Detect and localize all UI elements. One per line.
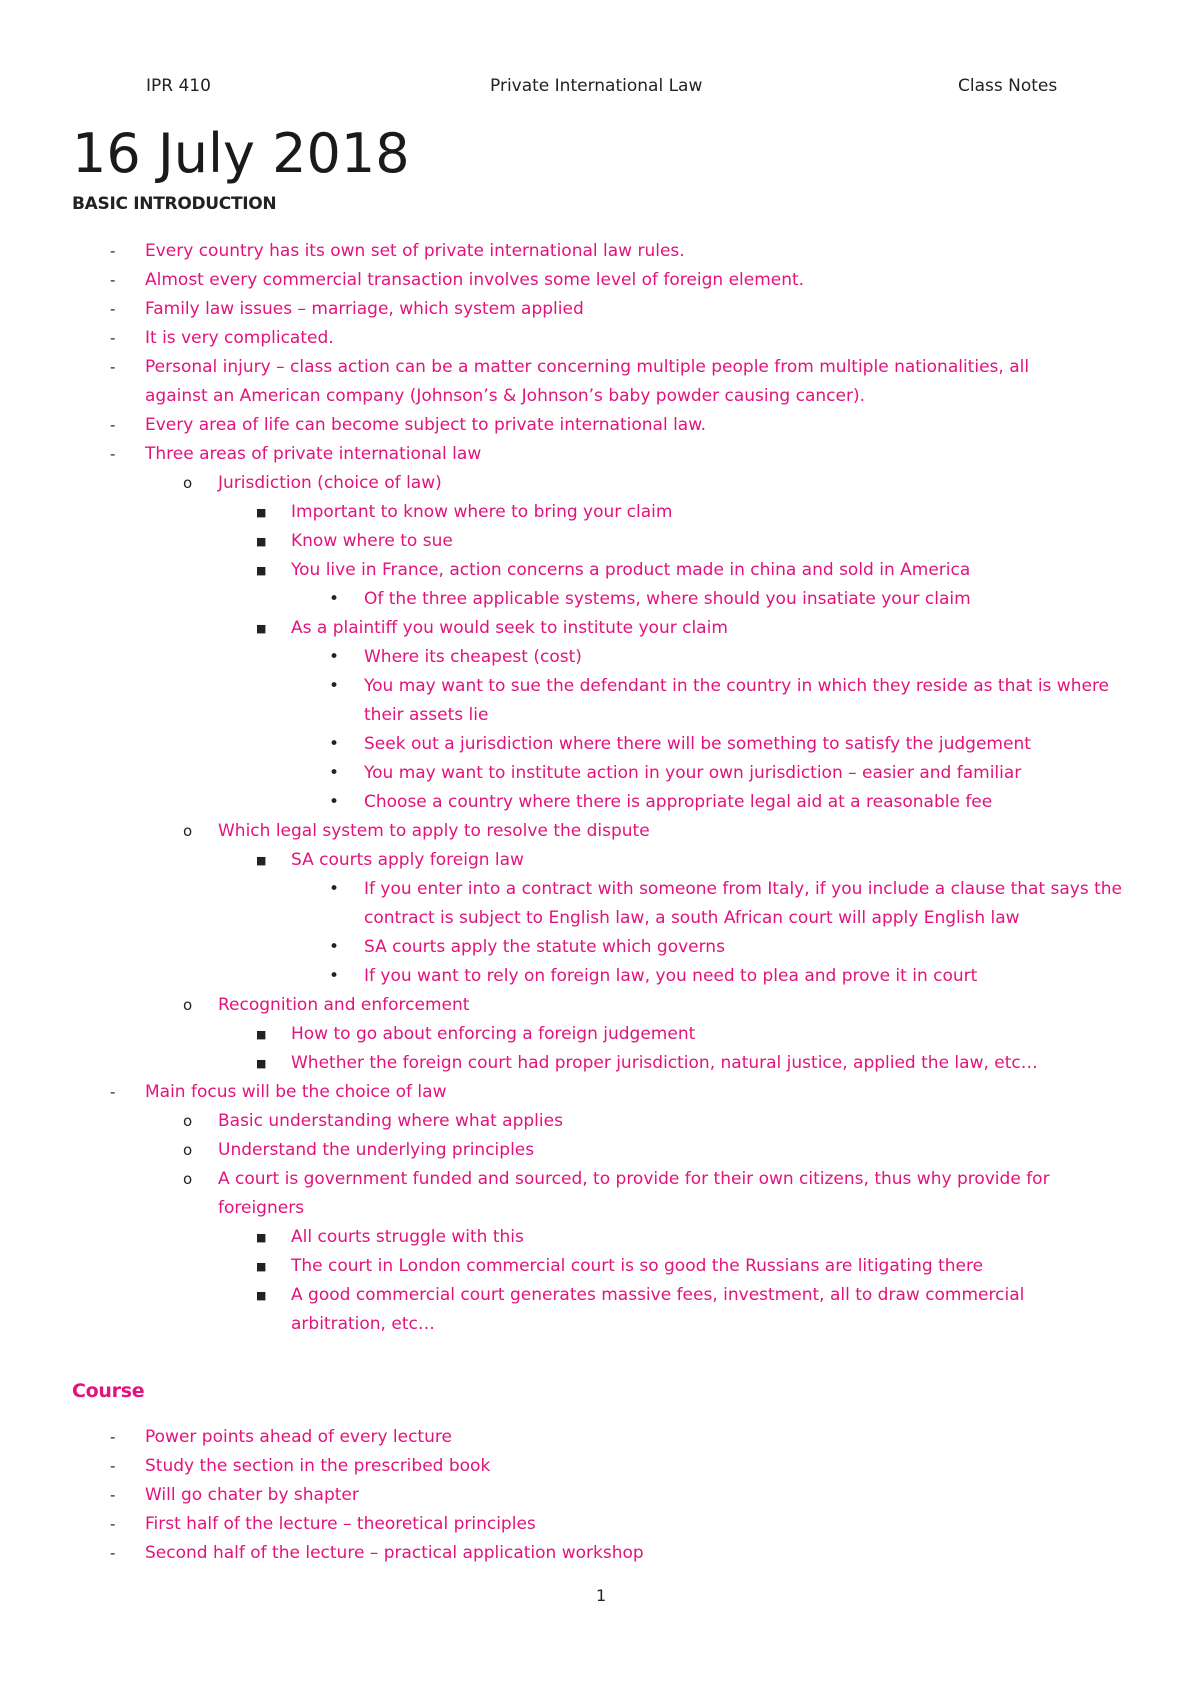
list-item-text: Every country has its own set of private international law rules. — [145, 241, 685, 261]
list-item — [0, 1252, 1121, 1281]
list-item-text: Second half of the lecture – practical application workshop — [145, 1543, 644, 1563]
bullet-marker-icon: - — [110, 1428, 116, 1446]
page-number: 1 — [596, 1586, 607, 1605]
bullet-marker-icon: o — [183, 1112, 193, 1130]
list-item — [0, 1020, 1121, 1049]
bullet-marker-icon: - — [110, 1515, 116, 1533]
list-item — [0, 469, 1118, 498]
bullet-marker-icon: ■ — [256, 1289, 267, 1302]
bullet-marker-icon: • — [329, 792, 340, 812]
list-item-text: SA courts apply foreign law — [291, 850, 524, 870]
bullet-marker-icon: o — [183, 996, 193, 1014]
list-item — [0, 759, 1124, 788]
bullet-marker-icon: • — [329, 676, 340, 696]
list-item — [0, 1078, 1095, 1107]
list-item — [0, 875, 1124, 933]
list-item — [0, 498, 1121, 527]
list-item-text: Family law issues – marriage, which system applied — [145, 299, 584, 319]
list-item — [0, 440, 1095, 469]
list-item-text: Personal injury – class action can be a matter concerning multiple people from multiple nationalities, all against an American company (Johnson’s & Johnson’s baby powder causing cancer). — [145, 357, 1030, 406]
bullet-marker-icon: - — [110, 1457, 116, 1475]
header-subject: Private International Law — [490, 76, 703, 96]
bullet-marker-icon: ■ — [256, 1028, 267, 1041]
bullet-marker-icon: • — [329, 647, 340, 667]
bullet-marker-icon: - — [110, 416, 116, 434]
list-item-text: Where its cheapest (cost) — [364, 647, 582, 667]
bullet-marker-icon: ■ — [256, 1260, 267, 1273]
list-item — [0, 237, 1095, 266]
intro-notes-list — [0, 237, 1200, 1339]
list-item-text: It is very complicated. — [145, 328, 334, 348]
list-item-text: Which legal system to apply to resolve the dispute — [218, 821, 650, 841]
list-item — [0, 1423, 1095, 1452]
list-item — [0, 730, 1124, 759]
list-item-text: Will go chater by shapter — [145, 1485, 359, 1505]
list-item-text: Every area of life can become subject to private international law. — [145, 415, 706, 435]
list-item-text: Whether the foreign court had proper jurisdiction, natural justice, applied the law, etc… — [291, 1053, 1038, 1073]
list-item — [0, 1481, 1095, 1510]
list-item — [0, 933, 1124, 962]
list-item-text: Main focus will be the choice of law — [145, 1082, 447, 1102]
list-item — [0, 527, 1121, 556]
list-item-text: The court in London commercial court is so good the Russians are litigating there — [291, 1256, 984, 1276]
list-item — [0, 585, 1124, 614]
list-item — [0, 962, 1124, 991]
bullet-marker-icon: ■ — [256, 1231, 267, 1244]
bullet-marker-icon: • — [329, 937, 340, 957]
bullet-marker-icon: • — [329, 966, 340, 986]
bullet-marker-icon: o — [183, 474, 193, 492]
list-item — [0, 991, 1118, 1020]
page-title: 16 July 2018 — [72, 122, 410, 185]
bullet-marker-icon: - — [110, 358, 116, 376]
bullet-marker-icon: • — [329, 763, 340, 783]
list-item — [0, 556, 1121, 585]
bullet-marker-icon: • — [329, 589, 340, 609]
list-item-text: A court is government funded and sourced, to provide for their own citizens, thus why provide for foreigners — [218, 1169, 1050, 1218]
list-item — [0, 1165, 1118, 1223]
list-item-text: Of the three applicable systems, where should you insatiate your claim — [364, 589, 971, 609]
list-item-text: A good commercial court generates massive fees, investment, all to draw commercial arbitration, etc… — [291, 1285, 1025, 1334]
list-item-text: SA courts apply the statute which governs — [364, 937, 725, 957]
list-item-text: Understand the underlying principles — [218, 1140, 535, 1160]
bullet-marker-icon: o — [183, 822, 193, 840]
section-heading-basic-introduction: BASIC INTRODUCTION — [72, 194, 277, 214]
list-item — [0, 1049, 1121, 1078]
list-item — [0, 1136, 1118, 1165]
list-item-text: Power points ahead of every lecture — [145, 1427, 452, 1447]
list-item — [0, 353, 1095, 411]
list-item-text: You may want to institute action in your own jurisdiction – easier and familiar — [364, 763, 1022, 783]
bullet-marker-icon: - — [110, 271, 116, 289]
bullet-marker-icon: ■ — [256, 622, 267, 635]
bullet-marker-icon: - — [110, 1083, 116, 1101]
bullet-marker-icon: ■ — [256, 564, 267, 577]
list-item — [0, 614, 1121, 643]
bullet-marker-icon: - — [110, 242, 116, 260]
list-item — [0, 411, 1095, 440]
list-item — [0, 672, 1124, 730]
bullet-marker-icon: ■ — [256, 854, 267, 867]
list-item-text: Study the section in the prescribed book — [145, 1456, 491, 1476]
list-item-text: You may want to sue the defendant in the country in which they reside as that is where their assets lie — [364, 676, 1110, 725]
list-item — [0, 295, 1095, 324]
bullet-marker-icon: • — [329, 734, 340, 754]
course-notes-list — [0, 1423, 1200, 1568]
bullet-marker-icon: ■ — [256, 535, 267, 548]
list-item-text: Almost every commercial transaction involves some level of foreign element. — [145, 270, 805, 290]
list-item-text: Jurisdiction (choice of law) — [218, 473, 442, 493]
list-item-text: First half of the lecture – theoretical principles — [145, 1514, 536, 1534]
bullet-marker-icon: o — [183, 1170, 193, 1188]
list-item — [0, 324, 1095, 353]
list-item — [0, 1107, 1118, 1136]
list-item — [0, 1510, 1095, 1539]
list-item — [0, 1281, 1121, 1339]
header-course-code: IPR 410 — [146, 76, 211, 96]
list-item-text: Important to know where to bring your claim — [291, 502, 673, 522]
list-item-text: If you enter into a contract with someone from Italy, if you include a clause that says the contract is subject to English law, a south African court will apply English law — [364, 879, 1123, 928]
header-doc-type: Class Notes — [958, 76, 1058, 96]
bullet-marker-icon: - — [110, 1544, 116, 1562]
list-item — [0, 1539, 1095, 1568]
bullet-marker-icon: - — [110, 1486, 116, 1504]
list-item-text: Three areas of private international law — [145, 444, 482, 464]
bullet-marker-icon: ■ — [256, 1057, 267, 1070]
bullet-marker-icon: ■ — [256, 506, 267, 519]
list-item-text: As a plaintiff you would seek to institute your claim — [291, 618, 728, 638]
list-item — [0, 846, 1121, 875]
list-item — [0, 643, 1124, 672]
list-item-text: Know where to sue — [291, 531, 453, 551]
bullet-marker-icon: • — [329, 879, 340, 899]
bullet-marker-icon: - — [110, 329, 116, 347]
bullet-marker-icon: - — [110, 445, 116, 463]
list-item — [0, 788, 1124, 817]
list-item — [0, 1452, 1095, 1481]
list-item-text: Seek out a jurisdiction where there will be something to satisfy the judgement — [364, 734, 1031, 754]
list-item-text: All courts struggle with this — [291, 1227, 524, 1247]
list-item — [0, 1223, 1121, 1252]
bullet-marker-icon: - — [110, 300, 116, 318]
list-item — [0, 266, 1095, 295]
list-item-text: Basic understanding where what applies — [218, 1111, 563, 1131]
list-item — [0, 817, 1118, 846]
list-item-text: Choose a country where there is appropriate legal aid at a reasonable fee — [364, 792, 993, 812]
list-item-text: You live in France, action concerns a product made in china and sold in America — [291, 560, 971, 580]
list-item-text: How to go about enforcing a foreign judgement — [291, 1024, 696, 1044]
list-item-text: If you want to rely on foreign law, you need to plea and prove it in court — [364, 966, 978, 986]
section-heading-course: Course — [72, 1380, 145, 1402]
list-item-text: Recognition and enforcement — [218, 995, 470, 1015]
bullet-marker-icon: o — [183, 1141, 193, 1159]
